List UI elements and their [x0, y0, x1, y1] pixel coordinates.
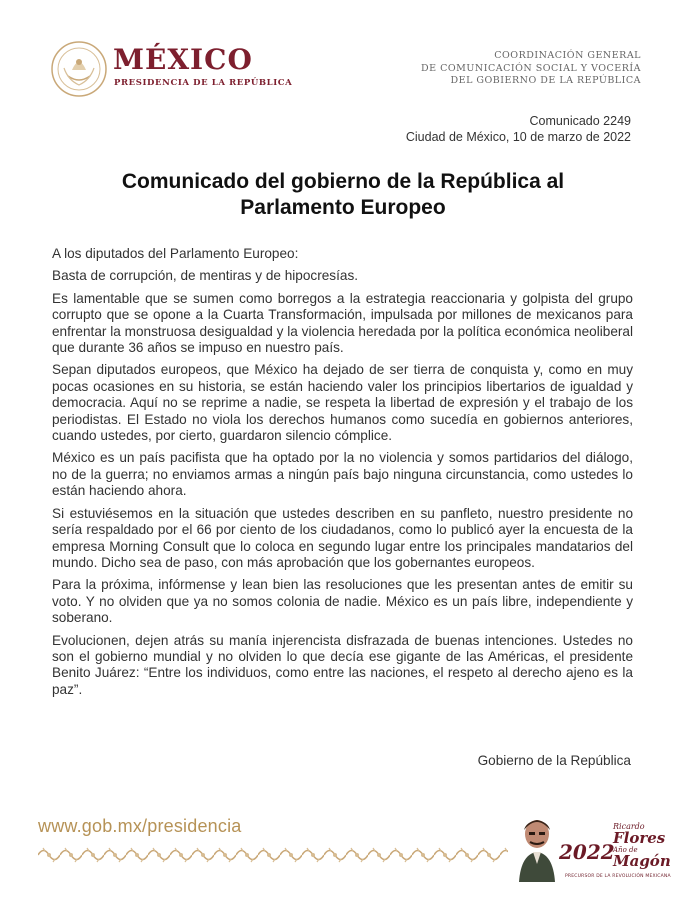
communique-number: Comunicado 2249	[529, 114, 631, 128]
communique-meta	[406, 113, 631, 145]
flores-magon-logo	[515, 812, 671, 884]
footer-url[interactable]: www.gob.mx/presidencia	[38, 816, 242, 836]
coordination-block	[421, 50, 641, 88]
flores-magon-text	[613, 822, 671, 869]
portrait-icon	[515, 812, 559, 882]
logo-line: Año de	[613, 846, 638, 854]
brand-subtitle: PRESIDENCIA DE LA REPÚBLICA	[114, 78, 293, 88]
signature: Gobierno de la República	[477, 753, 631, 768]
year-label: 2022	[559, 840, 615, 864]
logo-caption: PRECURSOR DE LA REVOLUCIÓN MEXICANA	[565, 874, 671, 879]
paragraph: Para la próxima, infórmense y lean bien las resoluciones que les presentan antes de emitir su voto. Y no olviden que ya no somos colonia de nadie. México es un país libre, independiente y soberano.	[52, 577, 633, 626]
coat-of-arms-icon	[50, 40, 108, 98]
document-title: Comunicado del gobierno de la República al Parlamento Europeo	[121, 170, 565, 219]
paragraph: Evolucionen, dejen atrás su manía injerencista disfrazada de buenas intenciones. Ustedes no son el gobierno mundial y no olviden lo que decía ese gigante de las Américas, el presidente Benito Juárez: “Entre los individuos, como entre las naciones, el respeto al derecho ajeno es la paz”.	[52, 632, 633, 697]
ornament-border-icon	[38, 844, 508, 866]
logo-line: Ricardo	[613, 822, 645, 831]
brand-name: MÉXICO	[113, 43, 253, 76]
coordination-line: DEL GOBIERNO DE LA REPÚBLICA	[450, 75, 641, 86]
document-body	[52, 246, 633, 704]
coordination-line: DE COMUNICACIÓN SOCIAL Y VOCERÍA	[421, 62, 641, 74]
paragraph: México es un país pacifista que ha optado por la no violencia y somos partidarios del diálogo, no de la guerra; no enviamos armas a ningún país bajo ninguna circunstancia, como ustedes lo están haciendo ahora.	[52, 450, 633, 499]
paragraph: Si estuviésemos en la situación que ustedes describen en su panfleto, nuestro presidente no sería respaldado por el 66 por ciento de los ciudadanos, como lo publicó ayer la encuesta de la empresa Morning Consult que lo coloca en segundo lugar entre los principales mandatarios del mundo. Dicho sea de paso, con más aprobación que los gobernantes europeos.	[52, 505, 633, 570]
paragraph: A los diputados del Parlamento Europeo:	[52, 246, 299, 261]
paragraph: Es lamentable que se sumen como borregos a la estrategia reaccionaria y golpista del grupo corrupto que se opone a la Cuarta Transformación, impulsada por millones de mexicanos para enfrentar la monstruosa desigualdad y la violencia heredada por la política económica neoliberal que durante 36 años se impuso en nuestro país.	[52, 290, 633, 356]
logo-line: Flores	[613, 829, 666, 847]
coordination-line: COORDINACIÓN GENERAL	[494, 50, 641, 61]
paragraph: Basta de corrupción, de mentiras y de hipocresías.	[52, 268, 359, 284]
logo-line: Magón	[613, 852, 671, 870]
letterhead	[0, 0, 686, 110]
place-date: Ciudad de México, 10 de marzo de 2022	[405, 130, 631, 144]
paragraph: Sepan diputados europeos, que México ha dejado de ser tierra de conquista y, como en muy pocas ocasiones en su historia, se están haciendo valer los principios libertarios de igualdad y democracia. Aquí no se reprime a nadie, se respeta la libertad de expresión y el trabajo de los periodistas. El Estado no viola los derechos humanos como sucedía en gobiernos anteriores, cuando ustedes, por cierto, guardaron silencio cómplice.	[52, 362, 633, 444]
